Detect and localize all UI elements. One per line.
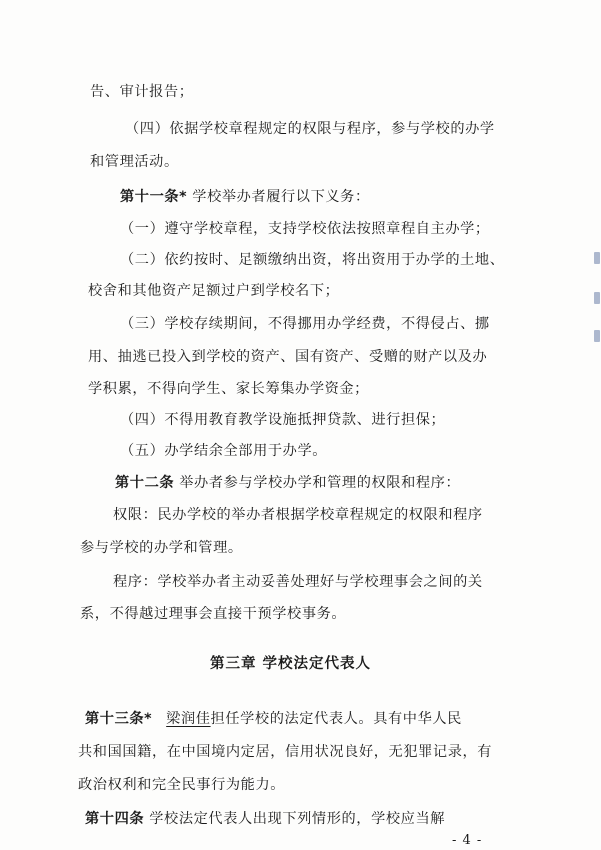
- article-11-heading: [120, 190, 370, 204]
- text-line: [88, 284, 339, 298]
- text-line: [78, 778, 285, 792]
- text-line: [88, 350, 487, 364]
- line-text: 和管理活动。: [90, 154, 179, 170]
- legal-representative-name: 梁润佳: [166, 711, 211, 727]
- line-text: 学校法定代表人出现下列情形的，学校应当解: [144, 811, 446, 827]
- text-line: [120, 413, 445, 427]
- line-text: （三）学校存续期间，不得挪用办学经费，不得侵占、挪: [120, 316, 490, 332]
- article-label: 第十二条: [115, 475, 175, 491]
- edge-mark: [594, 252, 600, 264]
- line-text: 用、抽逃已投入到学校的资产、国有资产、受赠的财产以及办: [88, 349, 488, 365]
- article-label: 第十一条*: [120, 189, 188, 205]
- article-12-heading: [115, 476, 460, 490]
- line-text: 系，不得越过理事会直接干预学校事务。: [80, 606, 347, 622]
- edge-mark: [594, 330, 600, 342]
- text-line: [88, 382, 369, 396]
- text-line: [90, 155, 179, 169]
- line-text: （四）不得用教育教学设施抵押贷款、进行担保；: [120, 412, 446, 428]
- text-line: [113, 575, 483, 589]
- line-text: （二）依约按时、足额缴纳出资，将出资用于办学的土地、: [120, 252, 505, 268]
- text-line: [80, 607, 346, 621]
- line-text: 校舍和其他资产足额过户到学校名下；: [88, 283, 340, 299]
- article-13-heading: [85, 712, 462, 726]
- line-text: （五）办学结余全部用于办学。: [120, 443, 328, 459]
- line-text: 参与学校的办学和管理。: [80, 540, 243, 556]
- edge-mark: [594, 292, 600, 304]
- text-line: [113, 508, 483, 522]
- article-label: 第十四条: [85, 811, 145, 827]
- article-14-heading: [85, 812, 445, 826]
- line-text: （一）遵守学校章程，支持学校依法按照章程自主办学；: [120, 221, 490, 237]
- text-line: [120, 253, 504, 267]
- chapter-title: 第三章 学校法定代表人: [210, 656, 372, 672]
- line-text: （四）依据学校章程规定的权限与程序，参与学校的办学: [125, 121, 495, 137]
- text-line: [90, 85, 194, 99]
- line-text: 程序：学校举办者主动妥善处理好与学校理事会之间的关: [113, 574, 483, 590]
- article-label: 第十三条*: [85, 711, 153, 727]
- page-number: - 4 -: [452, 833, 483, 848]
- line-text: 学积累，不得向学生、家长筹集办学资金；: [88, 381, 369, 397]
- line-text: 举办者参与学校办学和管理的权限和程序：: [174, 475, 461, 491]
- line-text: 告、审计报告；: [90, 84, 194, 100]
- line-text: 权限：民办学校的举办者根据学校章程规定的权限和程序: [113, 507, 483, 523]
- line-text: 担任学校的法定代表人。具有中华人民: [210, 711, 462, 727]
- text-line: [120, 444, 327, 458]
- line-text: 学校举办者履行以下义务：: [187, 189, 370, 205]
- text-line: [125, 122, 495, 136]
- line-text: 共和国国籍，在中国境内定居，信用状况良好，无犯罪记录，有: [78, 744, 493, 760]
- text-line: [78, 745, 492, 759]
- text-line: [120, 222, 490, 236]
- text-line: [120, 317, 490, 331]
- text-line: [80, 541, 243, 555]
- line-text: 政治权利和完全民事行为能力。: [78, 777, 286, 793]
